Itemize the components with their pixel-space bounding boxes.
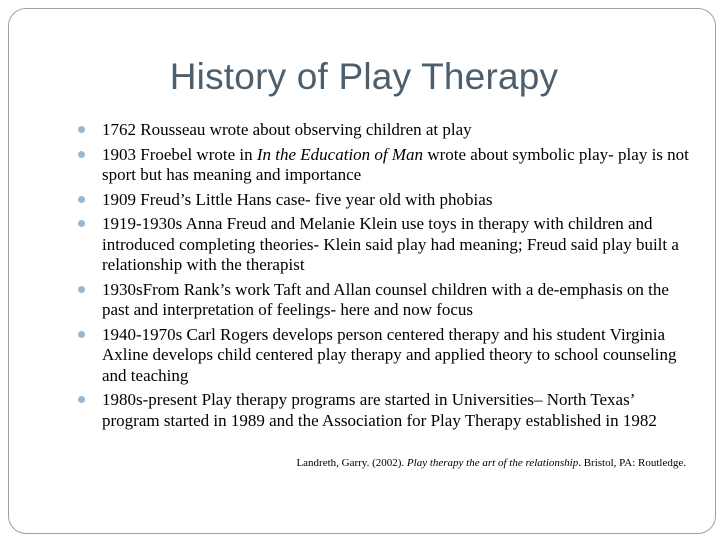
bullet-text: wrote about symbolic play- play is not sport but has meaning and importance <box>102 144 689 184</box>
bullet-text: 1980s-present Play therapy programs are started in Universities– North Texas’ program started in 1989 and the Association for Play Therapy established in 1982 <box>102 390 657 430</box>
bullet-item <box>78 214 690 276</box>
bullet-text: 1919-1930s Anna Freud and Melanie Klein use toys in therapy with children and introduced completing theories- Klein said play had meaning; Freud said play built a relationship with the therapist <box>102 214 679 274</box>
book-title: In the Education of Man <box>256 144 424 164</box>
bullet-text: 1903 Froebel wrote in <box>102 144 257 164</box>
slide-title: History of Play Therapy <box>169 56 559 97</box>
bullet-item <box>78 145 690 186</box>
bullet-text: 1762 Rousseau wrote about observing children at play <box>102 120 472 139</box>
citation-title: Play therapy the art of the relationship <box>406 457 579 469</box>
bullet-dot-icon <box>78 126 85 133</box>
bullet-dot-icon <box>78 220 85 227</box>
bullet-text: 1909 Freud’s Little Hans case- five year old with phobias <box>102 189 493 209</box>
bullet-item <box>78 280 690 321</box>
bullet-list <box>78 120 690 435</box>
bullet-item <box>78 325 690 387</box>
bullet-dot-icon <box>78 331 85 338</box>
bullet-item <box>78 390 690 431</box>
bullet-dot-icon <box>78 396 85 403</box>
citation-text: Landreth, Garry. (2002). <box>296 457 407 469</box>
bullet-dot-icon <box>78 286 85 293</box>
bullet-dot-icon <box>78 196 85 203</box>
citation <box>0 457 686 469</box>
bullet-item <box>78 190 690 211</box>
bullet-dot-icon <box>78 151 85 158</box>
citation-text: . Bristol, PA: Routledge. <box>578 457 686 469</box>
bullet-text: 1940-1970s Carl Rogers develops person centered therapy and his student Virginia Axline develops child centered play therapy and applied theory to school counseling and teaching <box>102 324 677 385</box>
bullet-item <box>78 120 690 141</box>
bullet-text: 1930sFrom Rank’s work Taft and Allan counsel children with a de-emphasis on the past and interpretation of feelings- here and now focus <box>102 279 669 319</box>
